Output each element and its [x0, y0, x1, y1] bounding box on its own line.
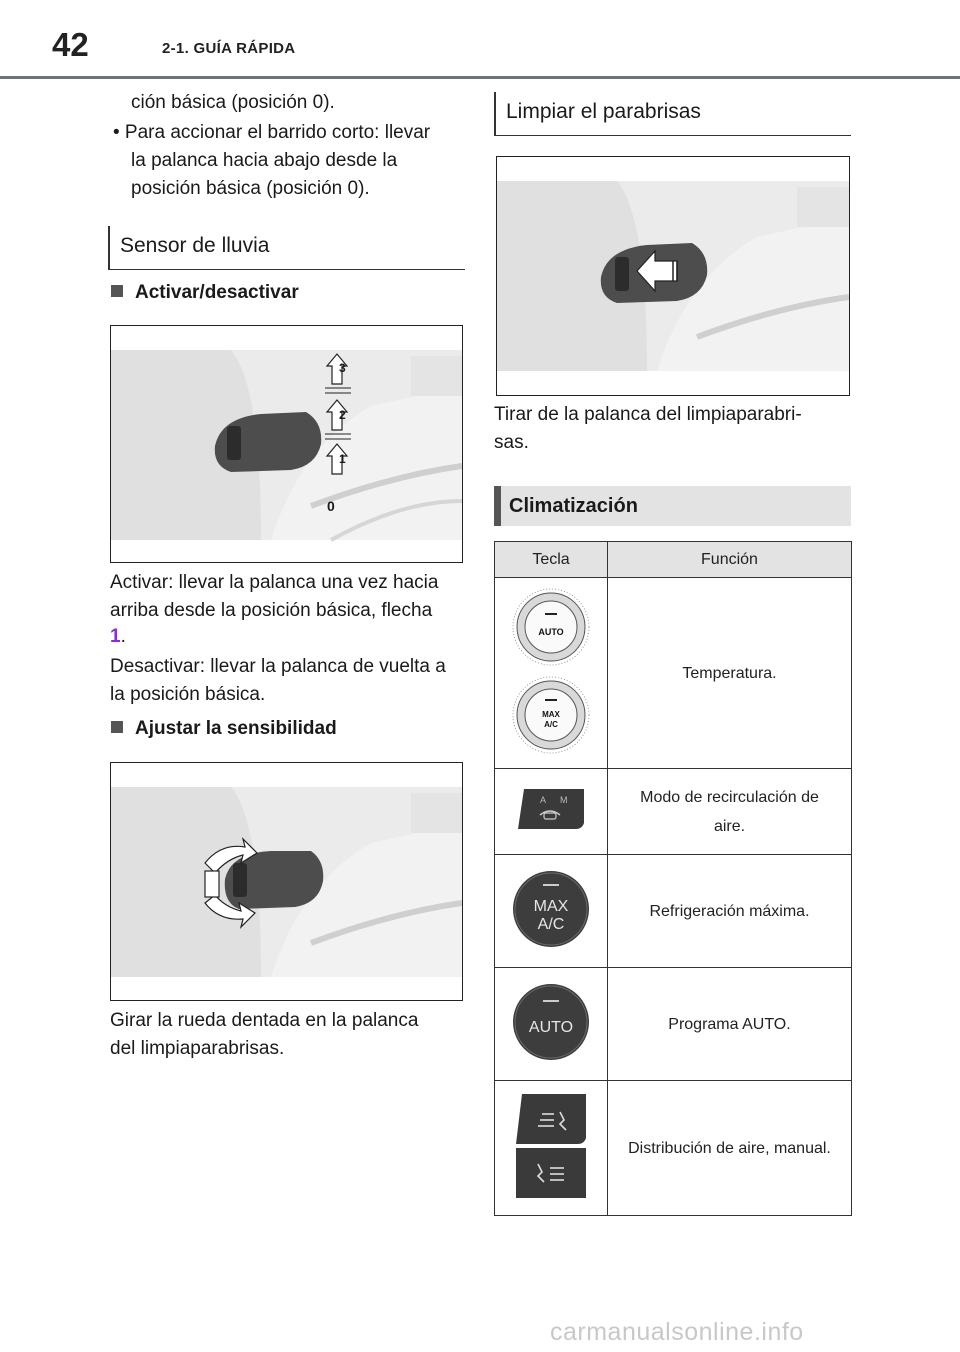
table-row	[495, 855, 852, 968]
position-2-label: 2	[339, 408, 346, 422]
page-number: 42	[52, 26, 89, 63]
table-row	[495, 968, 852, 1081]
figure-rain-sensor-lever	[110, 325, 463, 563]
activate-line-3	[110, 622, 126, 652]
figure-pull-lever	[496, 156, 850, 396]
pull-line-1: Tirar de la palanca del limpiaparabri-	[494, 404, 802, 425]
bullet-line-1: • Para accionar el barrido corto: llevar	[113, 122, 431, 143]
temperature-knobs-graphic	[501, 583, 601, 759]
section-climate	[494, 486, 851, 526]
subhead-activate-text: Activar/desactivar	[135, 282, 299, 303]
recirc-label-m: M	[560, 795, 568, 805]
deactivate-line-2: la posición básica.	[110, 684, 266, 705]
max-ac-button-icon	[495, 855, 608, 968]
climate-table	[494, 541, 852, 1216]
rotate-line-2: del limpiaparabrisas.	[110, 1038, 285, 1059]
table-row	[495, 578, 852, 769]
lever-illustration	[111, 326, 462, 562]
watermark: carmanualsonline.info	[550, 1318, 804, 1346]
auto-button-graphic	[511, 982, 591, 1062]
position-1-label: 1	[339, 452, 346, 466]
table-row	[495, 1081, 852, 1216]
subhead-sensitivity	[111, 718, 337, 740]
function-max-cooling: Refrigeración máxima.	[608, 855, 852, 968]
section-climate-title: Climatización	[509, 495, 638, 517]
activate-line-2: arriba desde la posición básica, flecha	[110, 600, 433, 621]
recirculation-button-icon	[495, 769, 608, 855]
knob1-label: AUTO	[538, 626, 564, 637]
header-rule	[0, 76, 960, 79]
air-distribution-graphic	[516, 1094, 586, 1198]
rotate-line-1: Girar la rueda dentada en la palanca	[110, 1010, 419, 1031]
bullet-line-2: la palanca hacia abajo desde la	[131, 150, 398, 171]
function-temperature: Temperatura.	[608, 578, 852, 769]
deactivate-line-1: Desactivar: llevar la palanca de vuelta a	[110, 656, 446, 677]
subhead-sensitivity-text: Ajustar la sensibilidad	[135, 718, 337, 739]
function-auto-program: Programa AUTO.	[608, 968, 852, 1081]
arrow-1-marker: 1	[110, 626, 121, 647]
table-header-row	[495, 542, 852, 578]
knob2-label-b: A/C	[544, 719, 558, 729]
function-recirculation-line-2: aire.	[713, 817, 746, 835]
air-distribution-buttons-icon	[495, 1081, 608, 1216]
auto-label: AUTO	[528, 1018, 574, 1036]
pull-line-2: sas.	[494, 432, 529, 453]
recirculation-button-graphic	[518, 789, 584, 829]
figure-sensitivity-wheel	[110, 762, 463, 1001]
function-recirculation-line-1: Modo de recirculación de	[640, 788, 819, 806]
intro-line: ción básica (posición 0).	[131, 92, 335, 113]
pull-lever-illustration	[497, 157, 849, 395]
section-clean-windshield	[494, 92, 851, 136]
activate-line-1: Activar: llevar la palanca una vez hacia	[110, 572, 439, 593]
max-ac-label-a: MAX	[533, 897, 569, 915]
square-bullet-icon	[111, 285, 123, 297]
max-ac-button-graphic	[511, 869, 591, 949]
column-header-function: Función	[608, 542, 852, 578]
table-row	[495, 769, 852, 855]
auto-button-icon	[495, 968, 608, 1081]
section-rain-sensor-title: Sensor de lluvia	[120, 234, 270, 257]
subhead-activate	[111, 282, 299, 304]
knob2-label-a: MAX	[542, 709, 560, 719]
function-air-distribution: Distribución de aire, manual.	[608, 1081, 852, 1216]
position-3-label: 3	[339, 361, 346, 375]
position-0-label: 0	[327, 498, 335, 514]
wheel-illustration	[111, 763, 462, 1000]
temperature-knobs-icon	[495, 578, 608, 769]
recirc-label-a: A	[540, 795, 547, 805]
section-clean-windshield-title: Limpiar el parabrisas	[506, 100, 701, 123]
function-recirculation	[608, 769, 852, 855]
chapter-title: 2-1. GUÍA RÁPIDA	[162, 40, 296, 57]
section-rain-sensor	[108, 226, 465, 270]
bullet-line-3: posición básica (posición 0).	[131, 178, 370, 199]
square-bullet-icon	[111, 721, 123, 733]
max-ac-label-b: A/C	[537, 915, 565, 933]
column-header-key: Tecla	[495, 542, 608, 578]
activate-period: .	[120, 626, 126, 647]
